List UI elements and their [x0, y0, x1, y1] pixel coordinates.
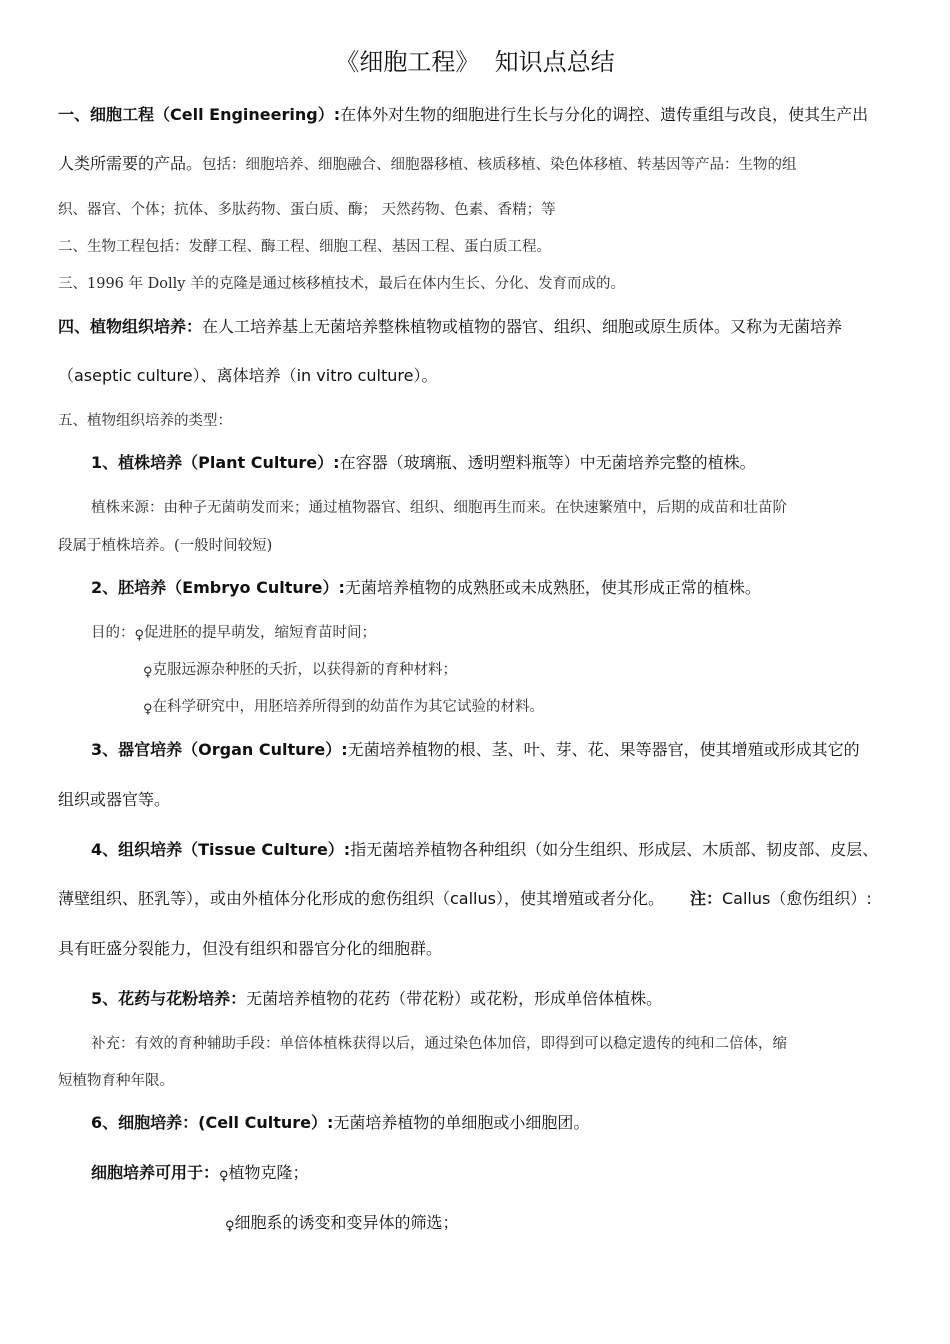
item-1-text: 在容器（玻璃瓶、透明塑料瓶等）中无菌培养完整的植株。	[339, 453, 756, 472]
item-4-text: 指无菌培养植物各种组织（如分生组织、形成层、木质部、韧皮部、皮层、	[350, 840, 879, 859]
item-2-heading: 2、胚培养（Embryo Culture）:	[91, 578, 345, 597]
section-4-heading: 四、植物组织培养：	[58, 317, 203, 336]
item-1-note-1: 植株来源：由种子无菌萌发而来；通过植物器官、组织、细胞再生而来。在快速繁殖中，后期的成苗和壮苗阶	[91, 500, 787, 516]
female-symbol-icon: ♀	[134, 628, 145, 643]
section-3-line: 三、1996 年 Dolly 羊的克隆是通过核移植技术，最后在体内生长、分化、发育而成的。	[58, 276, 626, 292]
section-1-line-3: 织、器官、个体；抗体、多肽药物、蛋白质、酶； 天然药物、色素、香精；等	[58, 202, 556, 218]
item-5-text: 无菌培养植物的花药（带花粉）或花粉，形成单倍体植株。	[246, 989, 663, 1008]
item-2-purpose-1	[91, 626, 376, 641]
item-1-line	[91, 455, 756, 471]
item-4-line-3: 具有旺盛分裂能力，但没有组织和器官分化的细胞群。	[58, 939, 443, 958]
purpose-item: 克服远源杂种胚的夭折，以获得新的育种材料；	[152, 662, 458, 678]
female-symbol-icon: ♀	[143, 665, 153, 680]
item-4-line-1	[91, 842, 878, 858]
section-1-text-2b: 包括：细胞培养、细胞融合、细胞器移植、核质移植、染色体移植、转基因等产品：生物的组	[202, 157, 797, 173]
female-symbol-icon: ♀	[143, 702, 153, 717]
section-1-text: 在体外对生物的细胞进行生长与分化的调控、遗传重组与改良，使其生产出	[340, 105, 869, 124]
item-5-heading: 5、花药与花粉培养：	[91, 989, 247, 1008]
item-6-heading: 6、细胞培养：(Cell Culture）:	[91, 1113, 334, 1132]
section-1-line-1	[58, 107, 868, 123]
use-item: 植物克隆；	[228, 1163, 309, 1182]
section-4-line-2: （aseptic culture）、离体培养（in vitro culture）。	[58, 366, 438, 385]
item-5-note-2: 短植物育种年限。	[58, 1073, 174, 1089]
female-symbol-icon: ♀	[219, 1169, 229, 1184]
item-3-line-1	[91, 742, 860, 758]
purpose-item: 在科学研究中，用胚培养所得到的幼苗作为其它试验的材料。	[152, 699, 545, 715]
item-6-uses-2	[225, 1213, 459, 1234]
item-4-line-2	[58, 891, 872, 907]
purpose-label: 目的：	[91, 625, 135, 641]
note-text: Callus（愈伤组织）:	[722, 889, 872, 908]
item-2-purpose-2	[143, 663, 457, 678]
female-symbol-icon: ♀	[225, 1219, 235, 1234]
item-5-note-1: 补充：有效的育种辅助手段：单倍体植株获得以后，通过染色体加倍，即得到可以稳定遗传的纯和二倍体，缩	[91, 1036, 787, 1052]
section-1-text-2a: 人类所需要的产品。	[58, 154, 203, 173]
use-item: 细胞系的诱变和变异体的筛选；	[234, 1213, 459, 1232]
uses-label: 细胞培养可用于：	[91, 1163, 220, 1182]
item-6-text: 无菌培养植物的单细胞或小细胞团。	[333, 1113, 590, 1132]
item-2-text: 无菌培养植物的成熟胚或未成熟胚，使其形成正常的植株。	[344, 578, 761, 597]
item-4-text-2: 薄壁组织、胚乳等），或由外植体分化形成的愈伤组织（callus），使其增殖或者分化。	[58, 889, 664, 908]
purpose-item: 促进胚的提早萌发，缩短育苗时间；	[144, 625, 377, 641]
item-6-line	[91, 1115, 589, 1131]
section-2-line: 二、生物工程包括：发酵工程、酶工程、细胞工程、基因工程、蛋白质工程。	[58, 239, 551, 255]
page-title: 《细胞工程》 知识点总结	[335, 48, 615, 76]
item-3-text: 无菌培养植物的根、茎、叶、芽、花、果等器官，使其增殖或形成其它的	[347, 740, 860, 759]
item-2-purpose-3	[143, 700, 544, 715]
item-6-uses-1	[91, 1163, 309, 1184]
section-4-text: 在人工培养基上无菌培养整株植物或植物的器官、组织、细胞或原生质体。又称为无菌培养	[202, 317, 843, 336]
note-label: 注：	[689, 889, 722, 908]
item-1-note-2: 段属于植株培养。(一般时间较短)	[58, 538, 273, 554]
item-3-heading: 3、器官培养（Organ Culture）:	[91, 740, 348, 759]
item-5-line	[91, 991, 662, 1007]
item-2-line	[91, 580, 761, 596]
item-1-heading: 1、植株培养（Plant Culture）:	[91, 453, 340, 472]
section-1-line-2	[58, 156, 797, 173]
section-1-heading: 一、细胞工程（Cell Engineering）:	[58, 105, 341, 124]
item-4-heading: 4、组织培养（Tissue Culture）:	[91, 840, 351, 859]
item-3-line-2: 组织或器官等。	[58, 790, 171, 809]
section-4-line-1	[58, 319, 842, 335]
section-5-heading: 五、植物组织培养的类型：	[58, 413, 232, 429]
